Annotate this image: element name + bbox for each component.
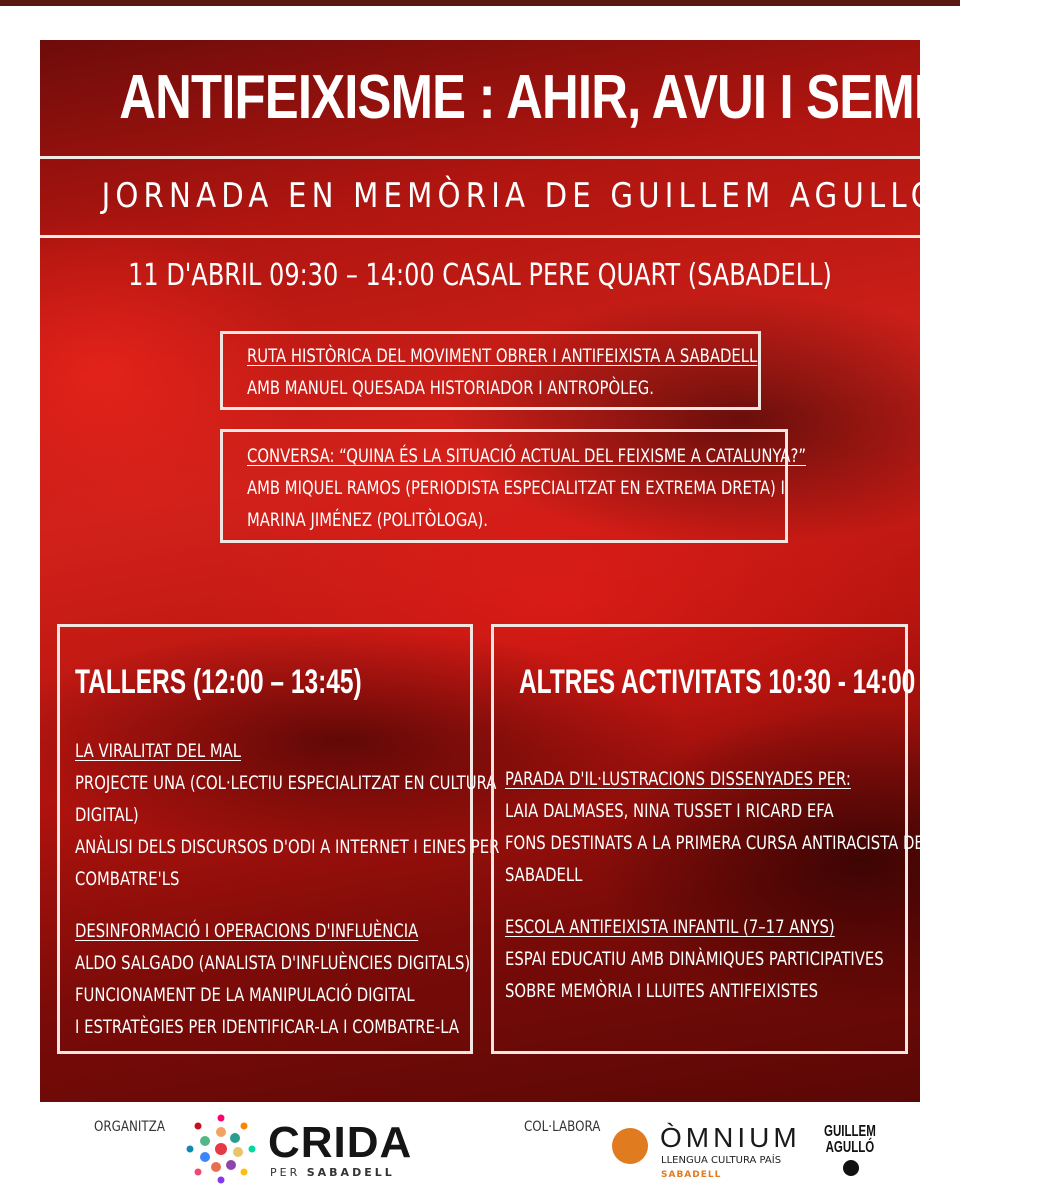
- ruta-detail: AMB MANUEL QUESADA HISTORIADOR I ANTROPÒLEG.: [247, 377, 654, 399]
- omnium-logo-icon: [612, 1128, 648, 1164]
- taller-1-heading: LA VIRALITAT DEL MAL: [75, 740, 242, 762]
- taller-2-heading: DESINFORMACIÓ I OPERACIONS D'INFLUÈNCIA: [75, 920, 419, 942]
- activitat-1-line-3: SABADELL: [505, 864, 583, 886]
- colabora-label: COL·LABORA: [524, 1119, 601, 1135]
- taller-1-line-3: ANÀLISI DELS DISCURSOS D'ODI A INTERNET I EINES PER: [75, 836, 500, 858]
- crida-logo-text: CRIDA: [268, 1118, 413, 1167]
- activitat-1-line-2: FONS DESTINATS A LA PRIMERA CURSA ANTIRACISTA DE: [505, 832, 924, 854]
- crida-logo-subtitle: PER SABADELL: [270, 1166, 395, 1179]
- taller-1-line-2: DIGITAL): [75, 804, 139, 826]
- crida-logo-icon: [186, 1114, 256, 1184]
- conversa-line-2: MARINA JIMÉNEZ (POLITÒLOGA).: [247, 509, 488, 531]
- activitat-2-line-2: SOBRE MEMÒRIA I LLUITES ANTIFEIXISTES: [505, 980, 819, 1002]
- event-poster: [40, 40, 1016, 1102]
- title-divider-top: [40, 156, 920, 159]
- taller-2-line-1: ALDO SALGADO (ANALISTA D'INFLUÈNCIES DIGITALS): [75, 952, 471, 974]
- taller-2-line-2: FUNCIONAMENT DE LA MANIPULACIÓ DIGITAL: [75, 984, 415, 1006]
- altres-box: [491, 624, 924, 1054]
- conversa-box: [220, 429, 806, 543]
- tallers-title: TALLERS (12:00 – 13:45): [75, 663, 362, 701]
- guillem-agullo-mark-icon: [843, 1160, 859, 1176]
- activitat-1-heading: PARADA D'IL·LUSTRACIONS DISSENYADES PER:: [505, 768, 851, 790]
- organitza-label: ORGANITZA: [94, 1119, 165, 1135]
- event-dateline: 11 D'ABRIL 09:30 – 14:00 CASAL PERE QUART (SABADELL): [128, 258, 832, 293]
- taller-1-line-1: PROJECTE UNA (COL·LECTIU ESPECIALITZAT EN CULTURA: [75, 772, 497, 794]
- poster-title: ANTIFEIXISME : AHIR, AVUI I SEMPRE: [119, 63, 1016, 132]
- conversa-heading: CONVERSA: “QUINA ÉS LA SITUACIÓ ACTUAL DEL FEIXISME A CATALUNYA?”: [247, 445, 806, 467]
- sponsor-footer: [0, 1102, 960, 1200]
- activitat-2-heading: ESCOLA ANTIFEIXISTA INFANTIL (7–17 ANYS): [505, 916, 835, 938]
- taller-1-line-4: COMBATRE'LS: [75, 868, 180, 890]
- activitat-1-line-1: LAIA DALMASES, NINA TUSSET I RICARD EFA: [505, 800, 834, 822]
- poster-subtitle: JORNADA EN MEMÒRIA DE GUILLEM AGULLÓ: [101, 176, 939, 216]
- guillem-agullo-logo: GUILLEM AGULLÓ: [824, 1123, 876, 1156]
- taller-2-line-3: I ESTRATÈGIES PER IDENTIFICAR-LA I COMBATRE-LA: [75, 1016, 460, 1038]
- altres-title: ALTRES ACTIVITATS 10:30 - 14:00: [519, 663, 916, 701]
- tallers-box: [57, 624, 500, 1054]
- ruta-box: [220, 331, 761, 410]
- omnium-logo-text: ÒMNIUM: [660, 1122, 801, 1153]
- activitat-2-line-1: ESPAI EDUCATIU AMB DINÀMIQUES PARTICIPATIVES: [505, 948, 884, 970]
- top-border: [0, 0, 960, 6]
- ruta-heading: RUTA HISTÒRICA DEL MOVIMENT OBRER I ANTIFEIXISTA A SABADELL: [247, 345, 758, 367]
- conversa-line-1: AMB MIQUEL RAMOS (PERIODISTA ESPECIALITZAT EN EXTREMA DRETA) I: [247, 477, 785, 499]
- omnium-tagline: LLENGUA CULTURA PAÍS: [661, 1155, 782, 1166]
- omnium-city: SABADELL: [661, 1170, 722, 1180]
- title-divider-bottom: [40, 235, 920, 238]
